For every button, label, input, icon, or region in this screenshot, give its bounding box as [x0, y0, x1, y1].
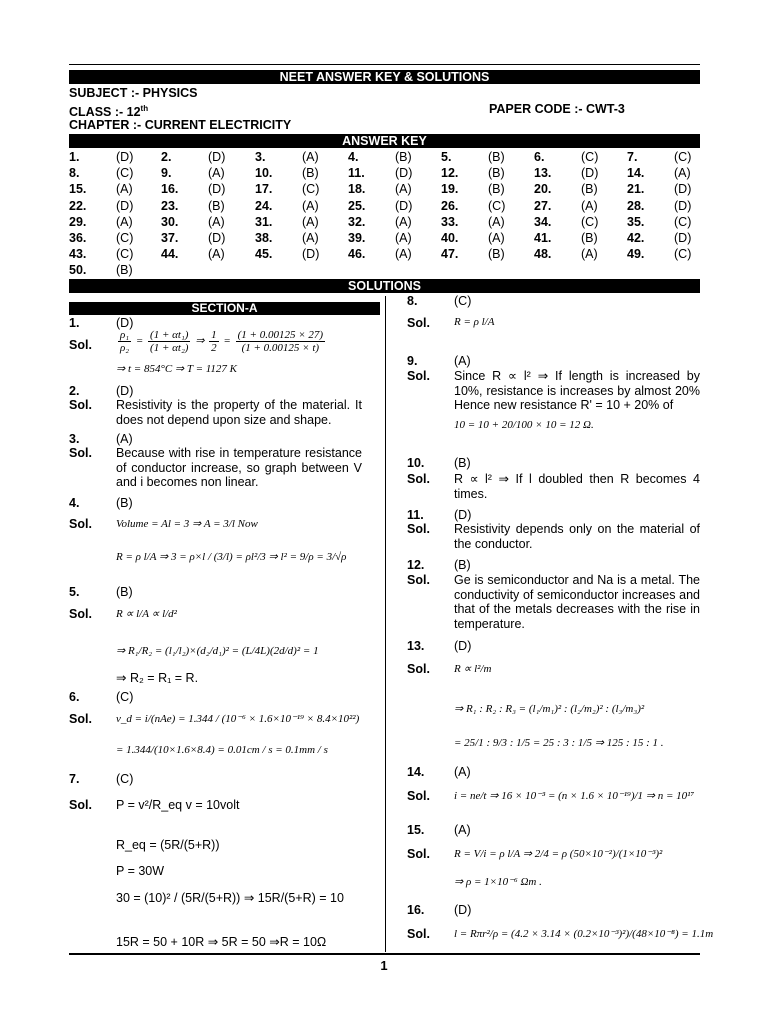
q13-sol-label: Sol.	[407, 662, 430, 676]
answer-key-question-number: 12.	[441, 166, 459, 181]
answer-key-title: ANSWER KEY	[69, 134, 700, 148]
q4-number: 4.	[69, 496, 80, 510]
answer-key-option: (C)	[674, 214, 692, 229]
q14-number: 14.	[407, 765, 425, 779]
q12-answer: (B)	[454, 558, 471, 572]
answer-key-grid	[69, 150, 700, 280]
answer-key-row	[69, 166, 700, 182]
top-rule	[69, 64, 700, 65]
q10-number: 10.	[407, 456, 425, 470]
q3-sol-label: Sol.	[69, 446, 92, 460]
answer-key-question-number: 44.	[161, 247, 179, 262]
q15-sol-label: Sol.	[407, 847, 430, 861]
answer-key-option: (A)	[302, 230, 319, 245]
answer-key-question-number: 24.	[255, 198, 273, 213]
answer-key-option: (A)	[208, 214, 225, 229]
q7-number: 7.	[69, 772, 80, 786]
answer-key-row	[69, 199, 700, 215]
answer-key-question-number: 4.	[348, 150, 359, 164]
answer-key-question-number: 7.	[627, 150, 638, 164]
answer-key-option: (D)	[208, 230, 226, 245]
q1-sol-label: Sol.	[69, 338, 92, 352]
page-number: 1	[380, 958, 388, 973]
answer-key-option: (A)	[674, 166, 691, 181]
answer-key-row	[69, 247, 700, 263]
answer-key-question-number: 1.	[69, 150, 80, 164]
q15-eq1: R = V/i = ρ l/A ⇒ 2/4 = ρ (50×10⁻²)/(1×10⁻³)²	[454, 848, 663, 860]
answer-key-option: (A)	[581, 198, 598, 213]
q9-eq2: 10 = 10 + 20/100 × 10 = 12 Ω.	[454, 419, 594, 431]
answer-key-option: (D)	[116, 150, 134, 164]
q10-answer: (B)	[454, 456, 471, 470]
subject-line: SUBJECT :- PHYSICS	[69, 86, 198, 100]
q16-sol-label: Sol.	[407, 927, 430, 941]
answer-key-option: (C)	[116, 247, 134, 262]
q3-answer: (A)	[116, 432, 133, 446]
answer-key-question-number: 45.	[255, 247, 273, 262]
answer-key-option: (A)	[116, 182, 133, 197]
q7-eq4: 30 = (10)² / (5R/(5+R)) ⇒ 15R/(5+R) = 10	[116, 891, 344, 905]
answer-key-question-number: 14.	[627, 166, 645, 181]
q11-number: 11.	[407, 508, 424, 522]
answer-key-option: (D)	[674, 230, 692, 245]
answer-key-question-number: 15.	[69, 182, 87, 197]
q13-eq2: ⇒ R₁ : R₂ : R₃ = (l₁/m₁)² : (l₂/m₂)² : (l₃/m₃)²	[454, 703, 645, 715]
answer-key-question-number: 21.	[627, 182, 645, 197]
answer-key-question-number: 13.	[534, 166, 552, 181]
answer-key-question-number: 29.	[69, 214, 87, 229]
class-text: CLASS :- 12	[69, 105, 141, 120]
q4-sol-label: Sol.	[69, 517, 92, 531]
answer-key-row	[69, 182, 700, 198]
answer-key-option: (C)	[116, 166, 134, 181]
q13-eq3: = 25/1 : 9/3 : 1/5 = 25 : 3 : 1/5 ⇒ 125 : 15 : 1 .	[454, 737, 664, 749]
answer-key-question-number: 20.	[534, 182, 552, 197]
q12-sol-label: Sol.	[407, 573, 430, 587]
q14-sol-label: Sol.	[407, 789, 430, 803]
section-a-title: SECTION-A	[69, 302, 380, 315]
q3-solution: Because with rise in temperature resistance of conductor increase, so graph between V and i becomes non linear.	[116, 446, 362, 489]
answer-key-question-number: 18.	[348, 182, 366, 197]
q2-solution: Resistivity is the property of the material. It does not depend upon size and shape.	[116, 398, 362, 427]
q2-sol-label: Sol.	[69, 398, 92, 412]
q3-number: 3.	[69, 432, 80, 446]
answer-key-question-number: 47.	[441, 247, 459, 262]
q2-answer: (D)	[116, 384, 134, 398]
answer-key-question-number: 40.	[441, 230, 459, 245]
answer-key-question-number: 37.	[161, 230, 179, 245]
q16-answer: (D)	[454, 903, 472, 917]
answer-key-question-number: 35.	[627, 214, 645, 229]
q13-eq1: R ∝ l²/m	[454, 663, 492, 675]
answer-key-option: (C)	[674, 150, 692, 164]
answer-key-option: (D)	[116, 198, 134, 213]
q8-number: 8.	[407, 294, 418, 308]
q7-eq2: R_eq = (5R/(5+R))	[116, 838, 220, 852]
answer-key-question-number: 46.	[348, 247, 366, 262]
q7-answer: (C)	[116, 772, 134, 786]
answer-key-option: (A)	[302, 150, 319, 164]
answer-key-option: (B)	[488, 166, 505, 181]
answer-key-question-number: 11.	[348, 166, 365, 181]
answer-key-question-number: 36.	[69, 230, 87, 245]
answer-key-question-number: 38.	[255, 230, 273, 245]
q6-eq1: v_d = i/(nAe) = 1.344 / (10⁻⁶ × 1.6×10⁻¹⁹ × 8.4×10²²)	[116, 713, 360, 725]
answer-key-option: (D)	[674, 198, 692, 213]
q16-eq1: l = Rπr²/ρ = (4.2 × 3.14 × (0.2×10⁻³)²)/(48×10⁻⁸) = 1.1m	[454, 928, 714, 940]
answer-key-question-number: 26.	[441, 198, 459, 213]
answer-key-option: (B)	[488, 247, 505, 262]
q15-answer: (A)	[454, 823, 471, 837]
answer-key-option: (D)	[395, 198, 413, 213]
q9-answer: (A)	[454, 354, 471, 368]
q8-answer: (C)	[454, 294, 472, 308]
q8-eq1: R = ρ l/A	[454, 316, 495, 328]
q5-sol-label: Sol.	[69, 607, 92, 621]
answer-key-question-number: 22.	[69, 198, 87, 213]
paper-code: PAPER CODE :- CWT-3	[489, 102, 625, 116]
answer-key-option: (D)	[395, 166, 413, 181]
answer-key-option: (D)	[208, 182, 226, 197]
answer-key-option: (A)	[488, 214, 505, 229]
answer-key-option: (B)	[581, 182, 598, 197]
answer-key-option: (D)	[674, 182, 692, 197]
answer-key-option: (B)	[395, 150, 412, 164]
q9-solution: Since R ∝ l² ⇒ If length is increased by 10%, resistance is increases by almost 20% Hence new resistance R' = 10 + 20% of	[454, 369, 700, 412]
q5-answer: (B)	[116, 585, 133, 599]
q11-answer: (D)	[454, 508, 472, 522]
q15-number: 15.	[407, 823, 425, 837]
answer-key-question-number: 39.	[348, 230, 366, 245]
answer-key-question-number: 50.	[69, 263, 87, 278]
answer-key-question-number: 27.	[534, 198, 552, 213]
q8-sol-label: Sol.	[407, 316, 430, 330]
q1-answer: (D)	[116, 316, 134, 330]
answer-key-question-number: 25.	[348, 198, 366, 213]
q10-solution: R ∝ l² ⇒ If l doubled then R becomes 4 times.	[454, 472, 700, 501]
answer-key-question-number: 10.	[255, 166, 273, 181]
answer-key-row	[69, 231, 700, 247]
q1-number: 1.	[69, 316, 80, 330]
bottom-rule	[69, 953, 700, 955]
q2-number: 2.	[69, 384, 80, 398]
answer-key-option: (A)	[395, 230, 412, 245]
answer-key-option: (A)	[302, 198, 319, 213]
q5-eq2: ⇒ R₁/R₂ = (l₁/l₂)×(d₂/d₁)² = (L/4L)(2d/d)² = 1	[116, 645, 319, 657]
answer-key-option: (D)	[208, 150, 226, 164]
answer-key-question-number: 32.	[348, 214, 366, 229]
answer-key-option: (B)	[488, 150, 505, 164]
answer-key-option: (B)	[488, 182, 505, 197]
answer-key-question-number: 16.	[161, 182, 179, 197]
banner-title: NEET ANSWER KEY & SOLUTIONS	[69, 70, 700, 84]
document-page	[69, 0, 714, 1024]
answer-key-option: (A)	[116, 214, 133, 229]
solutions-title: SOLUTIONS	[69, 279, 700, 293]
q6-number: 6.	[69, 690, 80, 704]
q12-number: 12.	[407, 558, 425, 572]
q1-equation: $\frac{\text{ρ₁}}{\text{ρ₂}}$ = $\frac{\text{(1 + αt₁)}}{\text{(1 + αt₂)}}$ ⇒ $\frac{1}{2}$ = $\frac{(1 + 0.00125 \times 27)}{(1 + 0.00125 \times t)}$	[120, 329, 324, 354]
class-sup: th	[140, 104, 149, 113]
q15-eq2: ⇒ ρ = 1×10⁻⁶ Ωm .	[454, 876, 542, 888]
q6-answer: (C)	[116, 690, 134, 704]
q5-eq3: ⇒ R₂ = R₁ = R.	[116, 671, 199, 685]
answer-key-option: (B)	[581, 230, 598, 245]
answer-key-question-number: 19.	[441, 182, 459, 197]
answer-key-option: (A)	[395, 214, 412, 229]
q13-number: 13.	[407, 639, 425, 653]
answer-key-option: (A)	[208, 166, 225, 181]
q10-sol-label: Sol.	[407, 472, 430, 486]
answer-key-question-number: 2.	[161, 150, 172, 164]
answer-key-option: (A)	[581, 247, 598, 262]
answer-key-option: (C)	[581, 214, 599, 229]
answer-key-question-number: 28.	[627, 198, 645, 213]
q14-answer: (A)	[454, 765, 471, 779]
answer-key-option: (A)	[488, 230, 505, 245]
q12-solution: Ge is semiconductor and Na is a metal. The conductivity of semiconductor increases and that of the metals decreases with the rise in temperature.	[454, 573, 700, 631]
answer-key-question-number: 9.	[161, 166, 172, 181]
answer-key-question-number: 31.	[255, 214, 273, 229]
answer-key-option: (A)	[395, 182, 412, 197]
column-divider	[385, 296, 386, 952]
q4-eq1: Volume = Al = 3 ⇒ A = 3/l Now	[116, 518, 258, 530]
answer-key-option: (C)	[488, 198, 506, 213]
answer-key-question-number: 49.	[627, 247, 645, 262]
q7-eq1: P = v²/R_eq v = 10volt	[116, 798, 240, 812]
answer-key-question-number: 34.	[534, 214, 552, 229]
answer-key-question-number: 48.	[534, 247, 552, 262]
q4-answer: (B)	[116, 496, 133, 510]
q6-eq2: = 1.344/(10×1.6×8.4) = 0.01cm / s = 0.1mm / s	[116, 744, 328, 756]
answer-key-option: (B)	[116, 263, 133, 278]
q9-number: 9.	[407, 354, 418, 368]
answer-key-question-number: 17.	[255, 182, 273, 197]
answer-key-option: (A)	[302, 214, 319, 229]
q5-number: 5.	[69, 585, 80, 599]
answer-key-row	[69, 215, 700, 231]
q7-eq3: P = 30W	[116, 864, 165, 878]
q6-sol-label: Sol.	[69, 712, 92, 726]
answer-key-row	[69, 150, 700, 166]
answer-key-option: (B)	[302, 166, 319, 181]
answer-key-option: (C)	[116, 230, 134, 245]
q7-sol-label: Sol.	[69, 798, 92, 812]
q13-answer: (D)	[454, 639, 472, 653]
q14-eq1: i = ne/t ⇒ 16 × 10⁻³ = (n × 1.6 × 10⁻¹⁹)/1 ⇒ n = 10¹⁷	[454, 790, 695, 802]
q4-eq2: R = ρ l/A ⇒ 3 = ρ×l / (3/l) = ρl²/3 ⇒ l² = 9/ρ = 3/√ρ	[116, 551, 347, 563]
answer-key-option: (C)	[302, 182, 320, 197]
answer-key-option: (D)	[581, 166, 599, 181]
q7-eq5: 15R = 50 + 10R ⇒ 5R = 50 ⇒R = 10Ω	[116, 935, 327, 949]
answer-key-question-number: 42.	[627, 230, 645, 245]
answer-key-question-number: 33.	[441, 214, 459, 229]
answer-key-option: (D)	[302, 247, 320, 262]
answer-key-option: (C)	[674, 247, 692, 262]
answer-key-option: (A)	[208, 247, 225, 262]
answer-key-question-number: 41.	[534, 230, 552, 245]
q11-sol-label: Sol.	[407, 522, 430, 536]
answer-key-question-number: 8.	[69, 166, 80, 181]
answer-key-option: (A)	[395, 247, 412, 262]
answer-key-question-number: 5.	[441, 150, 452, 164]
answer-key-question-number: 30.	[161, 214, 179, 229]
answer-key-question-number: 3.	[255, 150, 266, 164]
answer-key-question-number: 43.	[69, 247, 87, 262]
q11-solution: Resistivity depends only on the material of the conductor.	[454, 522, 700, 551]
q9-sol-label: Sol.	[407, 369, 430, 383]
answer-key-option: (C)	[581, 150, 599, 164]
chapter-line: CHAPTER :- CURRENT ELECTRICITY	[69, 118, 292, 132]
answer-key-option: (B)	[208, 198, 225, 213]
q5-eq1: R ∝ l/A ∝ l/d²	[116, 608, 177, 620]
answer-key-question-number: 23.	[161, 198, 179, 213]
answer-key-row	[69, 263, 700, 279]
answer-key-question-number: 6.	[534, 150, 545, 164]
q16-number: 16.	[407, 903, 425, 917]
q1-result: ⇒ t = 854°C ⇒ T = 1127 K	[116, 363, 238, 375]
